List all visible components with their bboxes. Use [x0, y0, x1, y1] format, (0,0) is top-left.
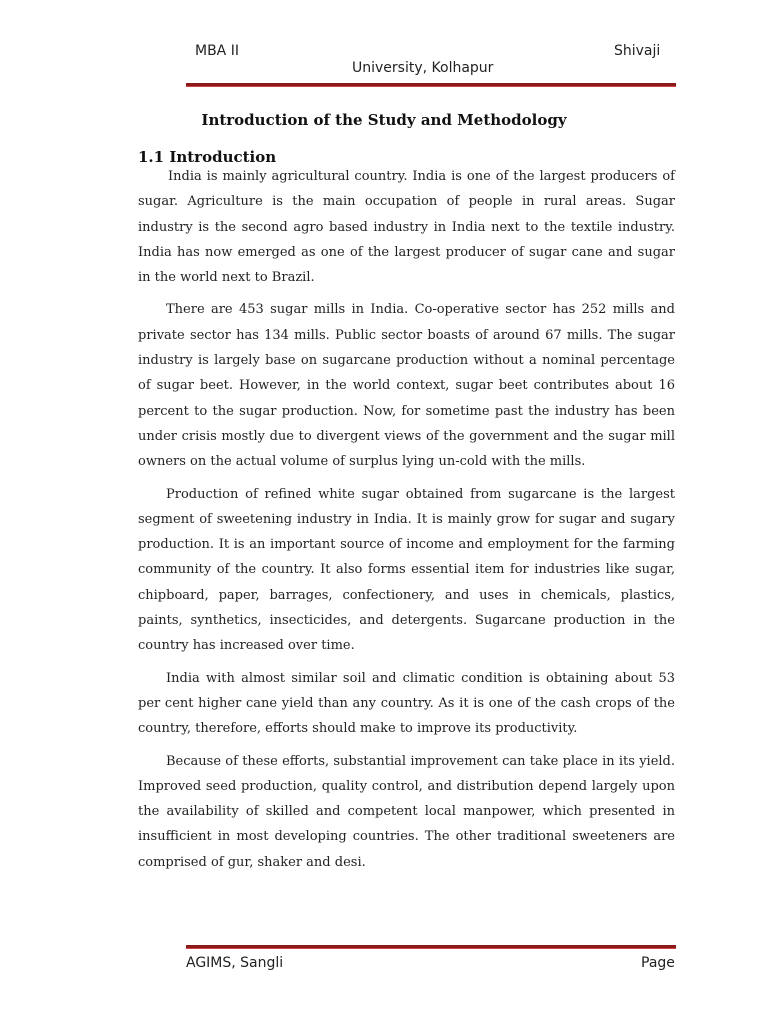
- section-heading: 1.1 Introduction: [138, 148, 277, 166]
- document-title: Introduction of the Study and Methodology: [201, 111, 567, 129]
- header-center-text: University, Kolhapur: [352, 60, 494, 76]
- header-left-text: MBA II: [195, 43, 239, 59]
- paragraph: India is mainly agricultural country. India is one of the largest producers of sugar. Agriculture is the main occupation of people in rural areas. Sugar industry is the second agro based industry in India next to the textile industry. India has now emerged as one of the largest producer of sugar cane and sugar in the world next to Brazil.: [138, 169, 675, 286]
- paragraph: India with almost similar soil and climatic condition is obtaining about 53 per cent higher cane yield than any country. As it is one of the cash crops of the country, therefore, efforts should make to improve its productivity.: [138, 670, 675, 737]
- header-divider: [186, 83, 676, 87]
- header-right-text: Shivaji: [614, 43, 661, 59]
- paragraph: There are 453 sugar mills in India. Co-operative sector has 252 mills and private sector has 134 mills. Public sector boasts of around 67 mills. The sugar industry is largely base on sugarcane production without a nominal percentage of sugar beet. However, in the world context, sugar beet contributes about 16 percent to the sugar production. Now, for sometime past the industry has been under crisis mostly due to divergent views of the government and the sugar mill owners on the actual volume of surplus lying un-cold with the mills.: [138, 302, 675, 470]
- footer-left-text: AGIMS, Sangli: [186, 955, 284, 971]
- paragraph: Production of refined white sugar obtained from sugarcane is the largest segment of sweetening industry in India. It is mainly grow for sugar and sugary production. It is an important source of income and employment for the farming community of the country. It also forms essential item for industries like sugar, chipboard, paper, barrages, confectionery, and uses in chemicals, plastics, paints, synthetics, insecticides, and detergents. Sugarcane production in the country has increased over time.: [138, 486, 675, 654]
- section-body: [138, 164, 675, 882]
- footer-divider: [186, 945, 676, 949]
- footer-right-text: Page: [641, 955, 675, 971]
- paragraph: Because of these efforts, substantial improvement can take place in its yield. Improved seed production, quality control, and distribution depend largely upon the availability of skilled and competent local manpower, which presented in insufficient in most developing countries. The other traditional sweeteners are comprised of gur, shaker and desi.: [138, 753, 675, 870]
